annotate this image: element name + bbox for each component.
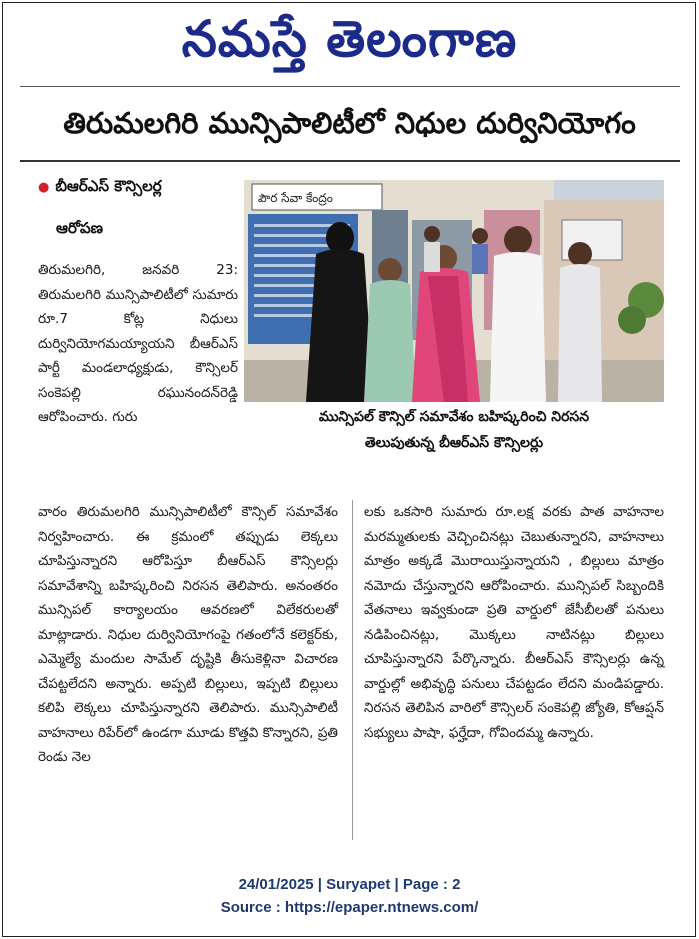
article-body-left: వారం తిరుమలగిరి మున్సిపాలిటీలో కౌన్సిల్ సమావేశం నిర్వహించారు. ఈ క్రమంలో తప్పుడు లెక్కలు చూపిస్తున్నారని ఆరోపిస్తూ బీఆర్‌ఎస్ కౌన్సిలర్లు సమావేశాన్ని బహిష్కరించి నిరసన తెలిపారు. అనంతరం మున్సిపల్ కార్యాలయం ఆవరణలో విలేకరులతో మాట్లాడారు. నిధుల దుర్వినియోగంపై గతంలోనే కలెక్టర్‌కు, ఎమ్మెల్యే మందుల సామేల్ దృష్టికి తీసుకెళ్లినా విచారణ చేపట్టలేదని అన్నారు. అప్పటి బిల్లులు, ఇప్పటి బిల్లులు కలిపి లెక్కలు చూపిస్తున్నారని తెలిపారు. మున్సిపాలిటీ వాహనాలు రిపేర్‌లో ఉండగా మూడు కొత్తవి కొన్నారని, ప్రతి రెండు నెల (38, 504, 338, 765)
footer-date-line: 24/01/2025 | Suryapet | Page : 2 (238, 876, 461, 893)
news-photo-illustration (244, 180, 664, 402)
headline-rule (20, 160, 680, 162)
article-body-right: లకు ఒకసారి సుమారు రూ.లక్ష వరకు పాత వాహనాల మరమ్మతులకు వెచ్చించినట్లు చెబుతున్నారని, వాహనాలు మాత్రం అక్కడే మొరాయిస్తున్నాయని , బిల్లులు మాత్రం నమోదు చేస్తున్నారని ఆరోపించారు. మున్సిపల్ సిబ్బందికి వేతనాలు ఇవ్వకుండా ప్రతి వార్డులో జేసీబీలతో పనులు నడిపించినట్లు, మొక్కలు నాటినట్లు బిల్లులు చూపిస్తున్నారని పేర్కొన్నారు. బీఆర్‌ఎస్ కౌన్సిలర్లు ఉన్న వార్డుల్లో అభివృద్ధి పనులు చేపట్టడం లేదని మండిపడ్డారు. నిరసన తెలిపిన వారిలో కౌన్సిలర్ సంకెపల్లి జ్యోతి, కోఆప్షన్ సభ్యులు పాషా, ఫర్హేదా, గోవిందమ్మ ఉన్నారు. (364, 504, 664, 741)
masthead-logo: నమస్తే తెలంగాణ (181, 10, 518, 68)
footer-source-link[interactable]: Source : https://epaper.ntnews.com/ (220, 899, 479, 916)
photo-caption-line-2: తెలుపుతున్న బీఆర్‌ఎస్ కౌన్సిలర్లు (364, 435, 544, 451)
subheading-line-1: బీఆర్‌ఎస్ కౌన్సిలర్ల (55, 177, 162, 195)
article-intro: తిరుమలగిరి, జనవరి 23: తిరుమలగిరి మున్సిపాలిటీలో సుమారు రూ.7 కోట్ల నిధులు దుర్వినియోగమయ్యాయని బీఆర్‌ఎస్ పార్టీ మండలాధ్యక్షుడు, కౌన్సిలర్ సంకెపల్లి రఘునందన్‌రెడ్డి ఆరోపించారు. గురు (38, 262, 238, 425)
subheading-line-2: ఆరోపణ (56, 219, 104, 237)
photo-caption-line-1: మున్సిపల్ కౌన్సిల్ సమావేశం బహిష్కరించి నిరసన (318, 409, 590, 425)
subheading (38, 176, 238, 198)
photo-caption (244, 404, 664, 456)
article-headline: తిరుమలగిరి మున్సిపాలిటీలో నిధుల దుర్వినియోగం (63, 106, 636, 140)
photo-sign-text: పౌర సేవా కేంద్రం (258, 191, 333, 205)
bullet-icon: ● (38, 180, 50, 195)
news-photo (244, 180, 664, 402)
masthead-rule (20, 86, 680, 87)
column-divider (352, 500, 353, 840)
